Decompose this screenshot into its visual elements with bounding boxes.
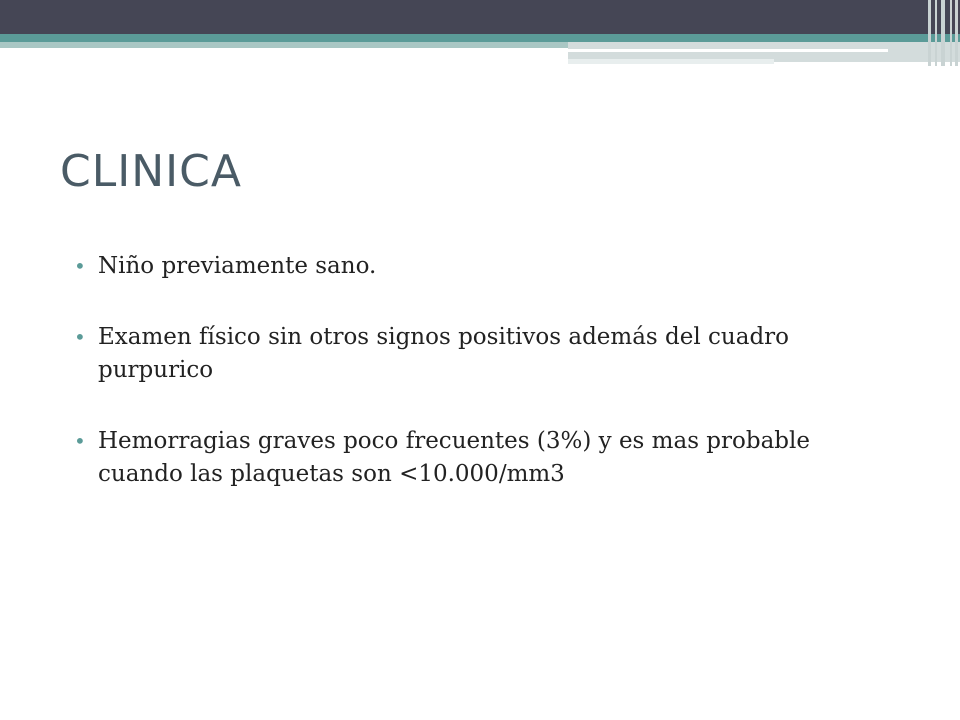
accent-pale-stripe — [568, 59, 774, 64]
bullet-dot-icon: • — [74, 254, 86, 278]
bullet-dot-icon: • — [74, 429, 86, 453]
accent-teal-stripe — [0, 34, 960, 42]
slide-title: CLINICA — [60, 146, 242, 197]
bullet-item — [74, 425, 874, 491]
bullet-text: Hemorragias graves poco frecuentes (3%) y es mas probable cuando las plaquetas son <10.000/mm3 — [98, 428, 811, 487]
bullet-item — [74, 250, 874, 283]
bullet-dot-icon: • — [74, 325, 86, 349]
header-band — [0, 0, 960, 34]
bullet-text: Examen físico sin otros signos positivos además del cuadro purpurico — [98, 324, 790, 383]
accent-white-line — [568, 49, 888, 52]
bullet-text: Niño previamente sano. — [98, 253, 377, 279]
bullet-item — [74, 321, 874, 387]
corner-stripes — [926, 0, 960, 66]
accent-light-stripe — [0, 42, 568, 48]
bullet-list — [74, 250, 874, 529]
